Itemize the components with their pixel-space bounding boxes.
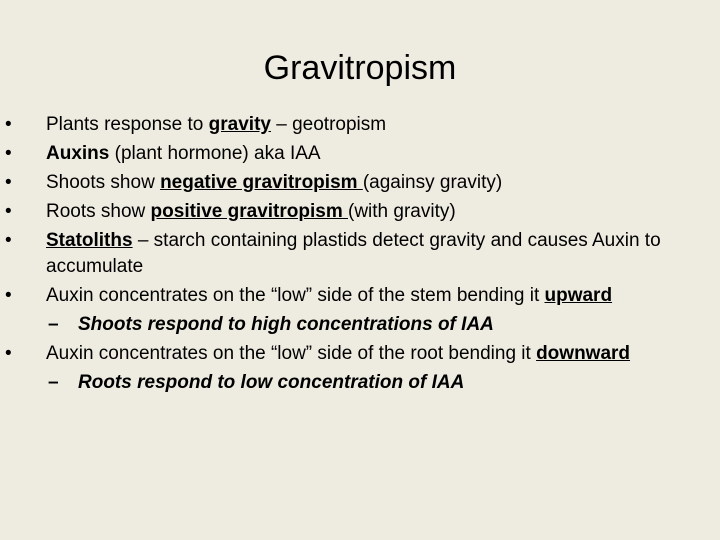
sub-bullet-item	[0, 370, 678, 396]
bullet-text: Auxin concentrates on the “low” side of the stem bending it	[46, 285, 545, 306]
sub-bullet-marker: –	[48, 372, 59, 393]
sub-bullet-text: Roots respond to low concentration of IAA	[78, 372, 465, 393]
bullet-item	[0, 112, 666, 138]
bullet-item	[0, 283, 666, 309]
bullet-marker: •	[5, 230, 12, 251]
bullet-marker: •	[5, 172, 12, 193]
bullet-text: (with gravity)	[348, 201, 456, 222]
bullet-text: – geotropism	[270, 114, 387, 135]
bullet-emphasis: Statoliths	[46, 230, 133, 251]
bullet-emphasis: Auxins	[46, 143, 110, 164]
bullet-marker: •	[5, 201, 12, 222]
bullet-emphasis: downward	[536, 343, 631, 364]
bullet-marker: •	[5, 343, 12, 364]
bullet-item	[0, 199, 666, 225]
slide-title: Gravitropism	[263, 49, 457, 87]
bullet-emphasis: gravity	[208, 114, 271, 135]
bullet-emphasis: upward	[544, 285, 613, 306]
sub-bullet-text: Shoots respond to high concentrations of IAA	[78, 314, 494, 335]
bullet-item	[0, 228, 666, 280]
bullet-text: (againsy gravity)	[362, 172, 503, 193]
bullet-marker: •	[5, 143, 12, 164]
bullet-text: Plants response to	[46, 114, 209, 135]
bullet-text: Roots show	[46, 201, 151, 222]
sub-bullet-item	[0, 312, 678, 338]
bullet-emphasis: negative gravitropism	[160, 172, 363, 193]
bullet-marker: •	[5, 114, 12, 135]
bullet-list	[0, 112, 720, 399]
bullet-text: (plant hormone) aka IAA	[109, 143, 321, 164]
bullet-marker: •	[5, 285, 12, 306]
bullet-emphasis: positive gravitropism	[150, 201, 348, 222]
bullet-text: – starch containing plastids detect gravity and causes Auxin to accumulate	[46, 230, 661, 277]
bullet-item	[0, 341, 666, 367]
sub-bullet-marker: –	[48, 314, 59, 335]
bullet-text: Auxin concentrates on the “low” side of the root bending it	[46, 343, 537, 364]
bullet-item	[0, 141, 666, 167]
bullet-text: Shoots show	[46, 172, 161, 193]
bullet-item	[0, 170, 666, 196]
